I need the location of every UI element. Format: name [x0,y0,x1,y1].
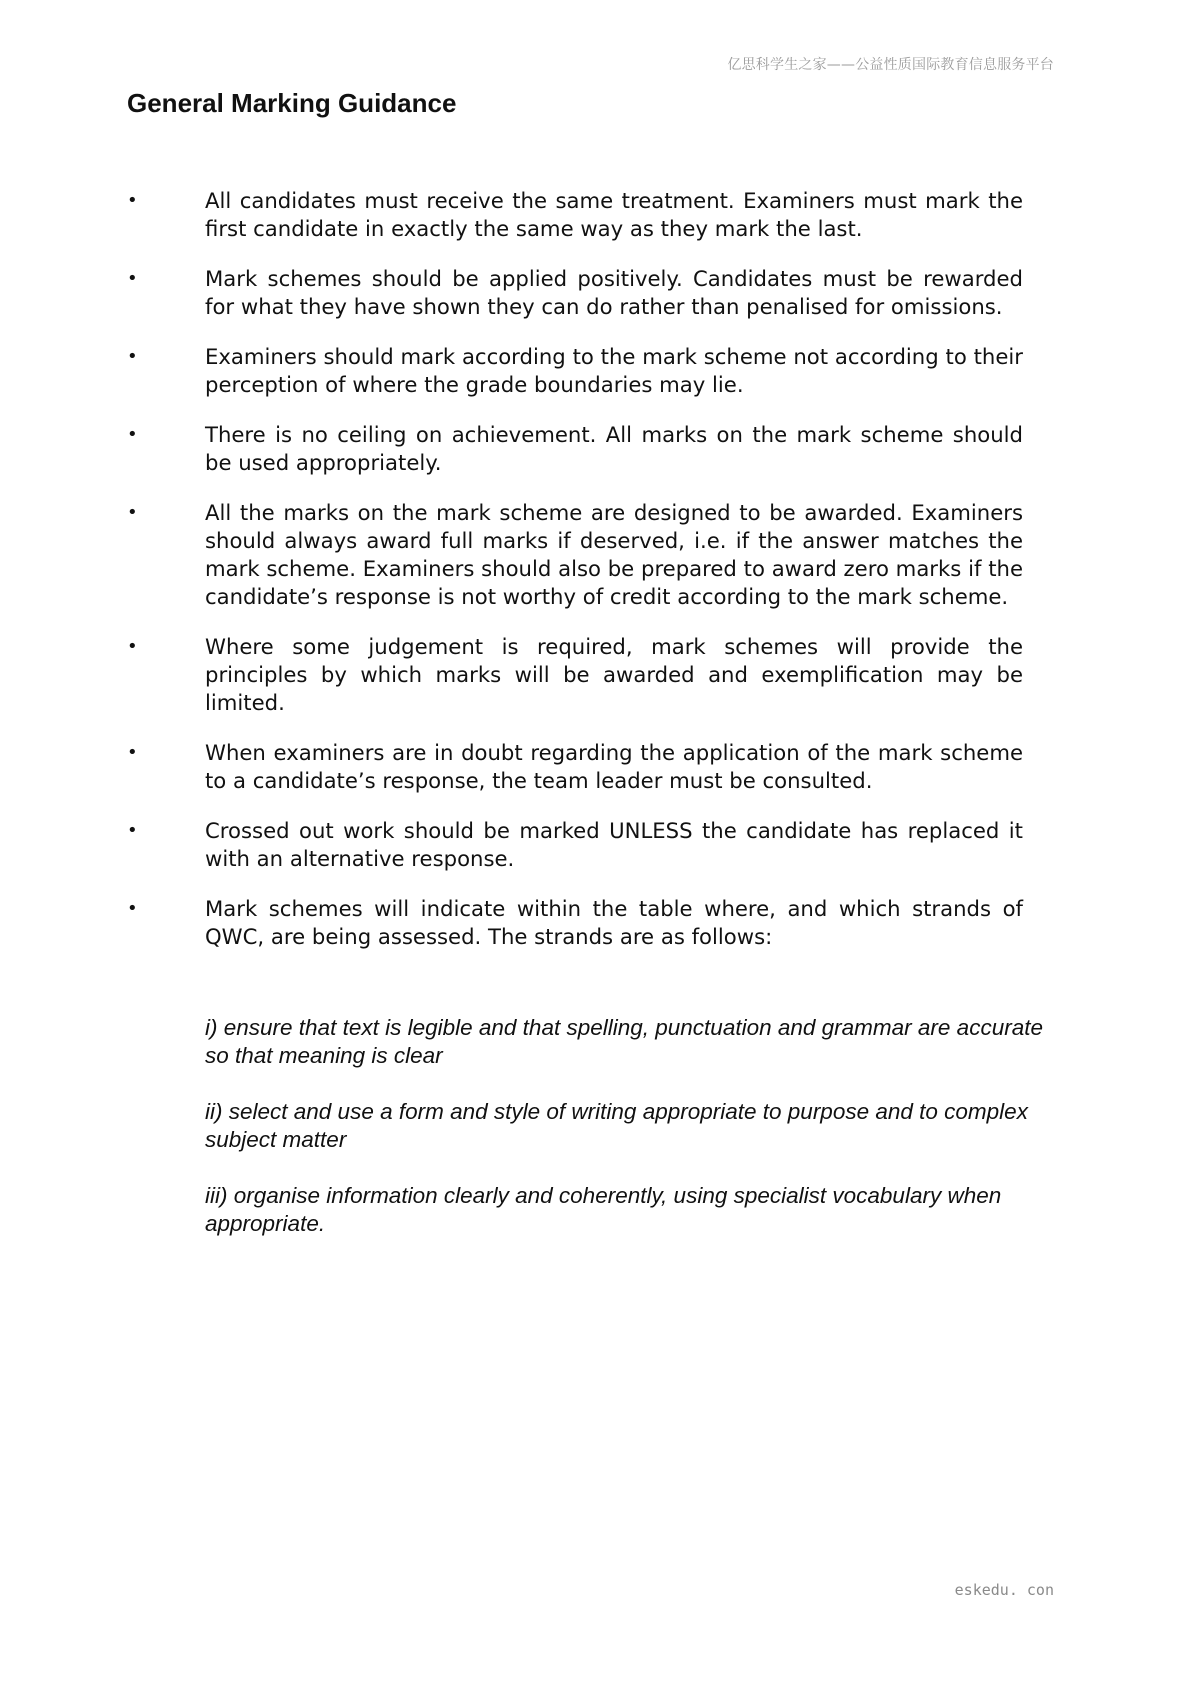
list-item-text: All candidates must receive the same treatment. Examiners must mark the first candidate in exactly the same way as they mark the last. [205,188,1023,241]
list-item [127,633,1023,717]
list-item [127,895,1023,951]
guidance-list [127,187,1023,973]
bullet-icon: • [127,820,138,841]
bullet-icon: • [127,190,138,211]
list-item-text: There is no ceiling on achievement. All marks on the mark scheme should be used appropriately. [205,422,1023,475]
list-item-text: Mark schemes will indicate within the table where, and which strands of QWC, are being assessed. The strands are as follows: [205,896,1023,949]
bullet-icon: • [127,346,138,367]
bullet-icon: • [127,898,138,919]
strand-item: iii) organise information clearly and coherently, using specialist vocabulary when appropriate. [205,1183,1002,1236]
footer-site-name: eskedu. con [954,1581,1054,1599]
list-item [127,343,1023,399]
strand-item: ii) select and use a form and style of writing appropriate to purpose and to complex subject matter [205,1099,1028,1152]
list-item-text: Where some judgement is required, mark schemes will provide the principles by which marks will be awarded and exemplification may be limited. [205,634,1023,715]
list-item-text: Examiners should mark according to the mark scheme not according to their perception of where the grade boundaries may lie. [205,344,1023,397]
list-item-text: When examiners are in doubt regarding the application of the mark scheme to a candidate’s response, the team leader must be consulted. [205,740,1023,793]
strand-item: i) ensure that text is legible and that spelling, punctuation and grammar are accurate so that meaning is clear [205,1015,1043,1068]
list-item [127,421,1023,477]
header-watermark: 亿思科学生之家——公益性质国际教育信息服务平台 [727,57,1054,73]
list-item [127,817,1023,873]
bullet-icon: • [127,742,138,763]
bullet-icon: • [127,502,138,523]
page-title: General Marking Guidance [127,88,457,118]
bullet-icon: • [127,424,138,445]
list-item [127,265,1023,321]
bullet-icon: • [127,268,138,289]
bullet-icon: • [127,636,138,657]
qwc-strands [205,1014,1055,1266]
list-item [127,187,1023,243]
list-item [127,739,1023,795]
list-item-text: Crossed out work should be marked UNLESS the candidate has replaced it with an alternative response. [205,818,1023,871]
list-item-text: Mark schemes should be applied positively. Candidates must be rewarded for what they have shown they can do rather than penalised for omissions. [205,266,1023,319]
list-item-text: All the marks on the mark scheme are designed to be awarded. Examiners should always award full marks if deserved, i.e. if the answer matches the mark scheme. Examiners should also be prepared to award zero marks if the candidate’s response is not worthy of credit according to the mark scheme. [205,500,1023,609]
list-item [127,499,1023,611]
